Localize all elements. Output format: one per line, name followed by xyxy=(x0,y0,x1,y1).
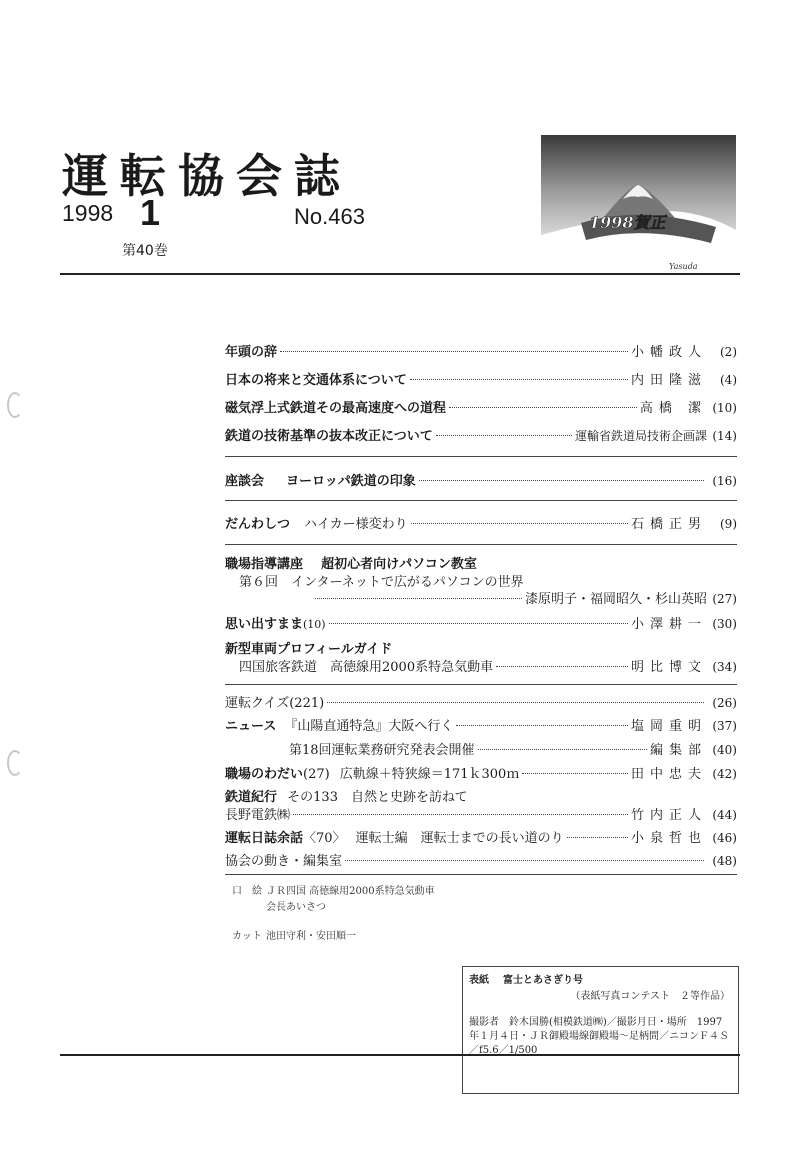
toc-heading-new-cars[interactable]: 新型車両プロフィールガイド xyxy=(225,642,393,657)
volume-number: 第40巻 xyxy=(122,243,168,259)
toc-entry-zadankai[interactable]: 座談会 ヨーロッパ鉄道の印象 (16) xyxy=(225,474,737,489)
kuchie-label: 口 絵 xyxy=(232,886,262,897)
binder-hole xyxy=(7,750,23,776)
cut-names: 池田守利・安田順一 xyxy=(266,931,356,942)
toc-entry[interactable]: 年頭の辞 小幡政人 (2) xyxy=(225,345,737,360)
toc-entry[interactable]: 長野電鉄㈱ 竹内正人 (44) xyxy=(225,808,737,823)
section-divider xyxy=(225,684,737,685)
section-divider xyxy=(225,500,737,501)
header-divider xyxy=(60,273,740,275)
issue-number: No.463 xyxy=(294,204,365,229)
toc-entry-wadai[interactable]: 職場のわだい (27) 広軌線＋特狭線＝171ｋ300ｍ 田中忠夫 (42) xyxy=(225,767,737,782)
cover-label: 表紙 xyxy=(469,975,489,986)
artist-signature: Yasuda xyxy=(669,262,698,271)
cover-caption: 1998賀正 xyxy=(589,213,666,232)
toc-entry[interactable]: 磁気浮上式鉄道その最高速度への道程 高橋 潔 (10) xyxy=(225,401,737,416)
toc-entry-quiz[interactable]: 運転クイズ(221) (26) xyxy=(225,696,737,711)
kuchie-item: 会長あいさつ xyxy=(266,902,326,913)
toc-entry[interactable]: 四国旅客鉄道 高徳線用2000系特急気動車 明比博文 (34) xyxy=(239,660,737,675)
cut-label: カット xyxy=(232,931,262,942)
kuchie-item: ＪＲ四国 高徳線用2000系特急気動車 xyxy=(266,886,435,897)
footer-divider xyxy=(60,1054,740,1056)
toc-entry[interactable]: 漆原明子・福岡昭久・杉山英昭 (27) xyxy=(225,588,737,608)
toc-subtitle: 第６回 インターネットで広がるパソコンの世界 xyxy=(239,575,524,590)
cover-contest: （表紙写真コンテスト ２等作品） xyxy=(570,991,730,1002)
toc-heading-kikou[interactable]: 鉄道紀行 その133 自然と史跡を訪ねて xyxy=(225,790,468,805)
cover-sketch xyxy=(541,135,736,275)
section-divider xyxy=(225,456,737,457)
binder-hole xyxy=(7,392,23,418)
cover-detail: 撮影者 鈴木国勝(相模鉄道㈱)／撮影月日・場所 1997 xyxy=(469,1017,723,1028)
toc-entry-nisshi[interactable]: 運転日誌余話 〈70〉 運転士編 運転士までの長い道のり 小泉哲也 (46) xyxy=(225,831,737,846)
toc-entry-danwashitsu[interactable]: だんわしつ ハイカー様変わり 石橋正男 (9) xyxy=(225,517,737,532)
magazine-title: 運転協会誌 xyxy=(62,149,352,203)
toc-entry-omoidasu[interactable]: 思い出すまま (10) 小澤耕一 (30) xyxy=(225,617,737,632)
section-divider xyxy=(225,544,737,545)
cover-note xyxy=(462,966,739,1094)
toc-entry[interactable]: 第18回運転業務研究発表会開催 編集部 (40) xyxy=(289,743,737,758)
issue-year: 1998 xyxy=(62,200,114,226)
issue-month: 1 xyxy=(140,192,161,233)
cover-detail: 年１月４日・ＪＲ御殿場線御殿場～足柄間／ニコンＦ４Ｓ xyxy=(469,1031,729,1042)
toc-entry-news[interactable]: ニュース 『山陽直通特急』大阪へ行く 塩岡重明 (37) xyxy=(225,719,737,734)
toc-entry[interactable]: 日本の将来と交通体系について 内田隆滋 (4) xyxy=(225,373,737,388)
toc-entry-kyokai[interactable]: 協会の動き・編集室 (48) xyxy=(225,854,737,869)
section-divider xyxy=(225,874,737,875)
cover-detail: ／f5.6／1/500 xyxy=(469,1045,538,1056)
cover-title: 富士とあさぎり号 xyxy=(503,975,583,986)
toc-entry[interactable]: 鉄道の技術基準の抜本改正について 運輸省鉄道局技術企画課 (14) xyxy=(225,429,737,444)
toc-heading-pc-course[interactable]: 職場指導講座 超初心者向けパソコン教室 xyxy=(225,557,477,572)
